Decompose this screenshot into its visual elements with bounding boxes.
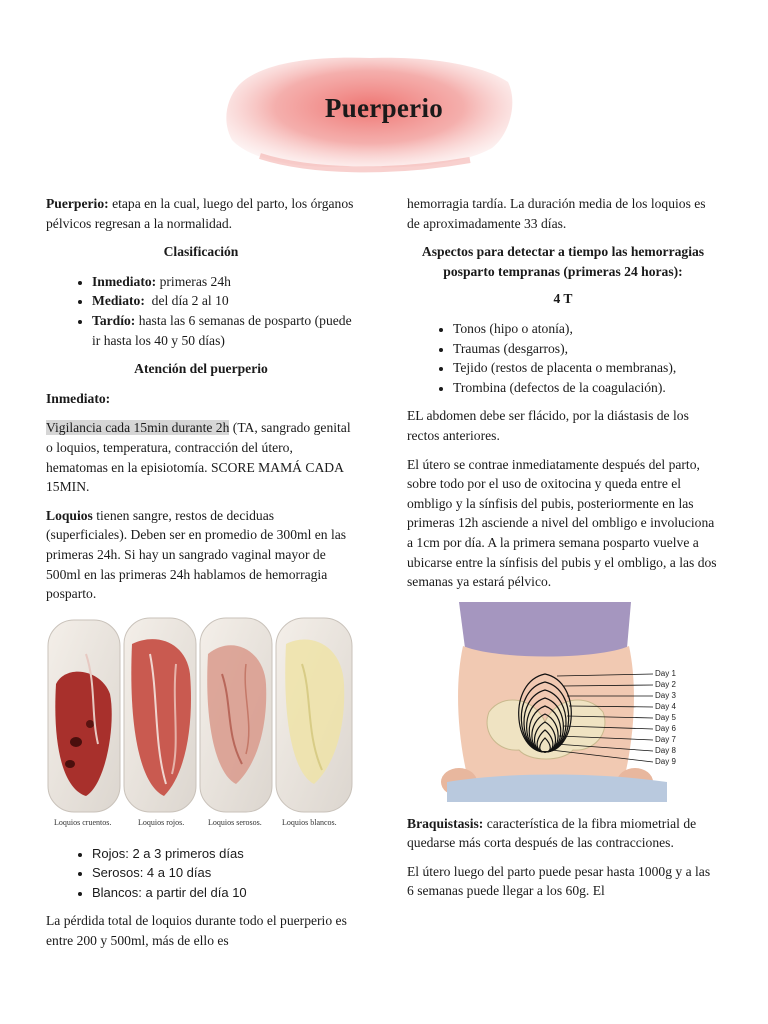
list-item-text: hasta las 6 semanas de posparto (puede ir hasta los 40 y 50 días) (92, 312, 352, 348)
day-label: Day 6 (655, 723, 676, 733)
list-item: • Tejido (restos de placenta o membranas), (453, 358, 719, 378)
uterus-involution-illustration (407, 602, 719, 802)
left-column (46, 194, 356, 960)
day-label: Day 9 (655, 756, 676, 766)
day-label: Day 5 (655, 712, 676, 722)
day-label: Day 1 (655, 668, 676, 678)
list-item (92, 291, 356, 311)
right-column (407, 194, 719, 910)
day-label: Day 7 (655, 734, 676, 744)
loquios-pads-image (46, 614, 356, 814)
list-item-text: primeras 24h (156, 273, 231, 289)
list-item: • Trombina (defectos de la coagulación). (453, 378, 719, 398)
list-item: • Tonos (hipo o atonía), (453, 319, 719, 339)
vigilancia-text: (TA, sangrado genital o loquios, temperatura, contracción del útero, hematomas en la episiotomía. SCORE MAMÁ CADA 15MIN. (46, 420, 351, 495)
atencion-heading: Atención del puerperio (134, 361, 268, 377)
day-label: Day 4 (655, 701, 676, 711)
definition-term: Puerperio: (46, 196, 109, 211)
definition-text: etapa en la cual, luego del parto, los órganos pélvicos regresan a la normalidad. (46, 196, 354, 231)
braquistasis-paragraph (407, 814, 719, 853)
list-item-term: Inmediato: (92, 273, 157, 289)
pad-caption-serosos: Loquios serosos. (208, 817, 262, 827)
vigilancia-highlight: Vigilancia cada 15min durante 2h (46, 420, 230, 436)
definition-paragraph (46, 194, 356, 233)
list-item: • Serosos: 4 a 10 días (92, 863, 356, 883)
day-label: Day 2 (655, 679, 676, 689)
list-item (92, 311, 356, 350)
list-item: • Traumas (desgarros), (453, 339, 719, 359)
loquios-paragraph (46, 506, 356, 604)
list-item: • Rojos: 2 a 3 primeros días (92, 844, 356, 864)
list-item-term: Mediato: (92, 293, 145, 309)
list-item: • Blancos: a partir del día 10 (92, 883, 356, 903)
page-title: Puerperio (324, 93, 444, 123)
clasificacion-list (46, 272, 356, 350)
loquios-term: Loquios (46, 507, 93, 523)
braquistasis-term: Braquistasis: (407, 815, 484, 831)
braquistasis-text: característica de la fibra miometrial de quedarse más corta después de las contracciones. (407, 815, 697, 851)
inmediato-heading: Inmediato: (46, 390, 111, 406)
aspectos-heading: Aspectos para detectar a tiempo las hemorragias posparto tempranas (primeras 24 horas): (421, 244, 705, 279)
perdida-paragraph: La pérdida total de loquios durante todo el puerperio es entre 200 y 500ml, más de ello es (46, 913, 347, 949)
clasificacion-heading: Clasificación (163, 244, 239, 260)
pad-caption-rojos: Loquios rojos. (138, 817, 185, 827)
loquios-text: tienen sangre, restos de deciduas (superficiales). Deben ser en promedio de 300ml en las primeras 24h. Si hay un sangrado vaginal mayor de 500ml en las primeras 24h hablamos de hemorragia posparto. (46, 507, 347, 602)
day-label: Day 3 (655, 690, 676, 700)
abdomen-paragraph: EL abdomen debe ser flácido, por la diástasis de los rectos anteriores. (407, 408, 689, 443)
loquios-pads-illustration (46, 614, 356, 832)
list-item (92, 272, 356, 292)
utero-paragraph: El útero se contrae inmediatamente después del parto, sobre todo por el uso de oxitocina y queda entre el ombligo y la sínfisis del pubis, posteriormente en las primeras 12h asciende a nivel del ombligo e involuciona a 1cm por día. A la primera semana posparto vuelve a ubicarse entre la sínfisis del pubis y el ombligo, a las dos semanas ya estará pélvico. (407, 456, 717, 590)
day-label: Day 8 (655, 745, 676, 755)
peso-paragraph: El útero luego del parto puede pesar hasta 1000g y a las 6 semanas puede llegar a los 60g. El (407, 863, 711, 899)
four-t-heading: 4 T (553, 291, 573, 307)
continuation-paragraph: hemorragia tardía. La duración media de los loquios es de aproximadamente 33 días. (407, 196, 706, 231)
four-t-list (407, 319, 719, 397)
pad-caption-blancos: Loquios blancos. (282, 817, 337, 827)
list-item-term: Tardío: (92, 312, 136, 328)
loquios-tipos-list (46, 844, 356, 903)
pad-caption-cruentos: Loquios cruentos. (54, 817, 112, 827)
list-item-text: del día 2 al 10 (144, 293, 229, 309)
vigilancia-paragraph (46, 418, 356, 496)
